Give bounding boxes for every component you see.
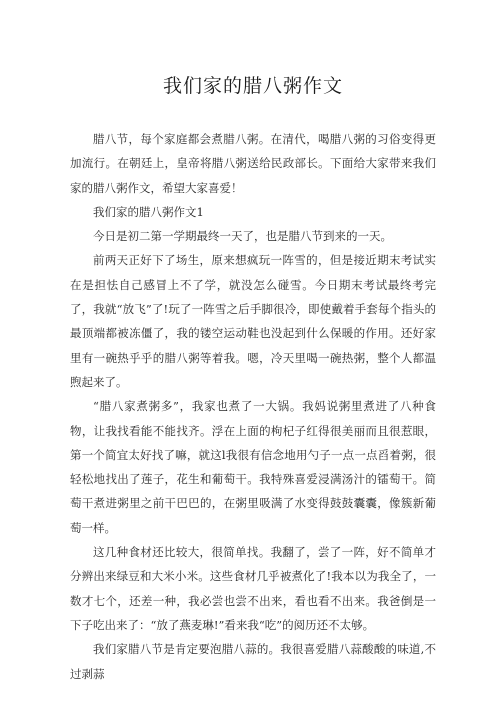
article-body	[70, 127, 436, 686]
body-paragraph: 今日是初二第一学期最终一天了，也是腊八节到来的一天。	[93, 229, 392, 244]
section-heading: 我们家的腊八粥作文1	[93, 204, 204, 219]
body-paragraph: 这几种食材还比较大，很简单找。我翻了，尝了一阵，好不简单才分辨出来绿豆和大米小米。这些食材几乎被煮化了!我本以为我全了，一数才七个，还差一种，我必尝也尝不出来，看也看不出来。我爸倒是一下子吃出来了：“放了燕麦琳!”看来我“吃”的阅历还不太够。	[70, 545, 436, 632]
body-paragraph: 前两天正好下了场生，原来想疯玩一阵雪的，但是接近期末考试实在是担怯自己感冒上不了学，就没怎么碰雪。今日期末考试最终考完了，我就“放飞”了!玩了一阵雪之后手脚很冷，即使戴着手套每个指头的最顶端都被冻僵了，我的镂空运动鞋也没起到什么保暖的作用。还好家里有一碗热乎乎的腊八粥等着我。嗯，冷天里喝一碗热粥，整个人都温煦起来了。	[70, 253, 436, 389]
page-title: 我们家的腊八粥作文	[162, 75, 343, 97]
body-paragraph: 我们家腊八节是肯定要泡腊八蒜的。我很喜爱腊八蒜酸酸的味道,不过剥蒜	[70, 642, 436, 681]
intro-paragraph: 腊八节，每个家庭都会煮腊八粥。在清代，喝腊八粥的习俗变得更加流行。在朝廷上，皇帝将腊八粥送给民政部长。下面给大家带来我们家的腊八粥作文，希望大家喜爱！	[70, 132, 436, 195]
body-paragraph: “腊八家煮粥多”，我家也煮了一大锅。我妈说粥里煮进了八种食物，让我找看能不能找齐。浮在上面的枸杞子红得很美丽而且很惹眼，第一个简宜太好找了嘛，就这l我很有信念地用勺子一点一点舀着粥，很轻松地找出了莲子，花生和葡萄干。我特殊喜爱浸满汤汁的镭萄干。简萄干煮进粥里之前干巴巴的，在粥里吸满了水变得鼓鼓囊囊，像簇新葡萄一样。	[70, 399, 436, 535]
